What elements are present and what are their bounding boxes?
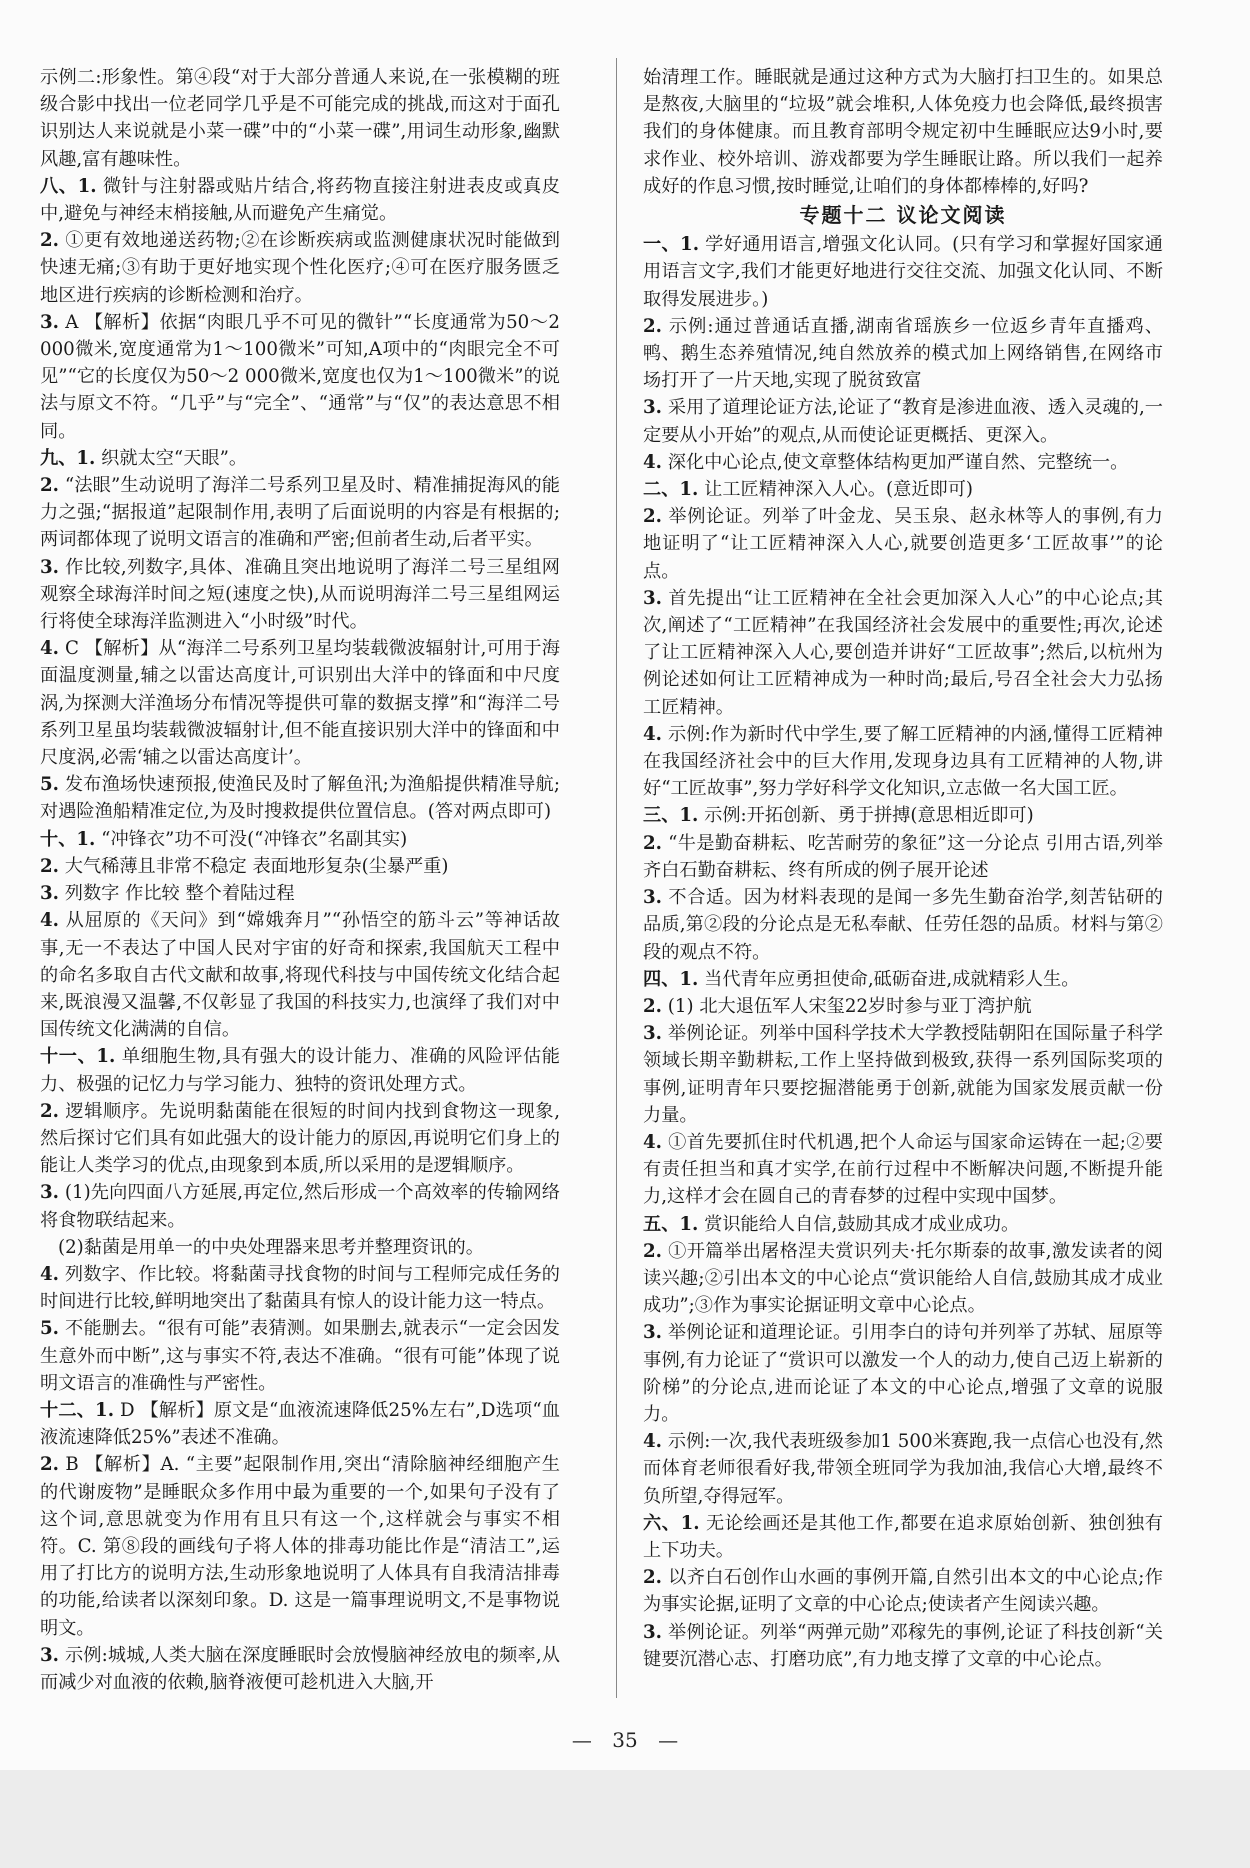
item-number: 4.	[40, 1263, 59, 1285]
item-number: 四、1.	[643, 968, 699, 990]
item-number: 3.	[40, 883, 59, 905]
item-number: 2.	[643, 315, 662, 337]
column-divider	[616, 58, 617, 1698]
item-number: 六、1.	[643, 1512, 700, 1534]
page-number: 35	[612, 1728, 638, 1752]
item-number: 4.	[643, 723, 662, 745]
answer-item: 3. 不合适。因为材料表现的是闻一多先生勤奋治学,刻苦钻研的品质,第②段的分论点是无私奉献、任劳任怨的品质。材料与第②段的观点不符。	[643, 887, 1163, 963]
item-number: 3.	[40, 556, 59, 578]
item-number: 2.	[40, 1454, 59, 1476]
answer-item: 2. 大气稀薄且非常不稳定 表面地形复杂(尘暴严重)	[40, 855, 449, 877]
item-number: 3.	[40, 1644, 59, 1666]
answer-item: 八、1. 微针与注射器或贴片结合,将药物直接注射进表皮或真皮中,避免与神经末梢接触,从而避免产生痛觉。	[40, 175, 560, 225]
item-number: 4.	[40, 638, 59, 660]
answer-item: 2. 以齐白石创作山水画的事例开篇,自然引出本文的中心论点;作为事实论据,证明了文章的中心论点;使读者产生阅读兴趣。	[643, 1567, 1163, 1616]
item-number: 2.	[40, 855, 59, 877]
item-number: 3.	[643, 1621, 662, 1643]
left-column	[40, 64, 560, 1696]
footer-dash-left: —	[571, 1728, 592, 1752]
answer-item: 一、1. 学好通用语言,增强文化认同。(只有学习和掌握好国家通用语言文字,我们才能更好地进行交往交流、加强文化认同、不断取得发展进步。)	[643, 234, 1163, 310]
answer-item: 4. 示例:作为新时代中学生,要了解工匠精神的内涵,懂得工匠精神在我国经济社会中的巨大作用,发现身边具有工匠精神的人物,讲好“工匠故事”,努力学好科学文化知识,立志做一名大国工匠。	[643, 723, 1163, 800]
item-number: 4.	[643, 1431, 662, 1453]
answer-item: 四、1. 当代青年应勇担使命,砥砺奋进,成就精彩人生。	[643, 968, 1080, 990]
answer-item: 2. ①更有效地递送药物;②在诊断疾病或监测健康状况时能做到快速无痛;③有助于更好地实现个性化医疗;④可在医疗服务匮乏地区进行疾病的诊断检测和治疗。	[40, 230, 560, 306]
item-number: 十、1.	[40, 828, 96, 850]
item-number: 3.	[643, 1322, 662, 1344]
answer-item: 二、1. 让工匠精神深入人心。(意近即可)	[643, 479, 973, 501]
item-number: 4.	[643, 451, 662, 473]
item-number: 5.	[40, 774, 59, 796]
footer-dash-right: —	[658, 1728, 679, 1752]
answer-item: 十一、1. 单细胞生物,具有强大的设计能力、准确的风险评估能力、极强的记忆力与学习能力、独特的资讯处理方式。	[40, 1046, 560, 1095]
answer-item: 3. 举例论证和道理论证。引用李白的诗句并列举了苏轼、屈原等事例,有力论证了“赏识可以激发一个人的动力,使自己迈上崭新的阶梯”的分论点,进而论证了本文的中心论点,增强了文章的说服力。	[643, 1322, 1163, 1425]
item-number: 八、1.	[40, 175, 97, 197]
answer-item: 2. B 【解析】A. “主要”起限制作用,突出“清除脑神经细胞产生的代谢废物”是睡眠众多作用中最为重要的一个,如果句子没有了这个词,意思就变为作用有且只有这一个,这样就会与事实不相符。C. 第⑧段的画线句子将人体的排毒功能比作是“清洁工”,运用了打比方的说明方法,生动形象地说明了人体具有自我清洁排毒的功能,给读者以深刻印象。D. 这是一篇事理说明文,不是事物说明文。	[40, 1454, 560, 1639]
answer-item: 5. 发布渔场快速预报,使渔民及时了解鱼汛;为渔船提供精准导航;对遇险渔船精准定位,为及时搜救提供位置信息。(答对两点即可)	[40, 774, 560, 823]
answer-item: 3. 列数字 作比较 整个着陆过程	[40, 883, 295, 905]
page-footer	[0, 1728, 1250, 1752]
answer-item: 4. ①首先要抓住时代机遇,把个人命运与国家命运铸在一起;②要有责任担当和真才实学,在前行过程中不断解决问题,不断提升能力,这样才会在圆自己的青春梦的过程中实现中国梦。	[643, 1131, 1163, 1208]
answer-item: 2. (1) 北大退伍军人宋玺22岁时参与亚丁湾护航	[643, 995, 1032, 1017]
answer-item: 十、1. “冲锋衣”功不可没(“冲锋衣”名副其实)	[40, 828, 408, 850]
item-number: 2.	[643, 832, 662, 854]
section-title: 专题十二 议论文阅读	[799, 203, 1007, 228]
item-number: 十一、1.	[40, 1046, 116, 1068]
answer-item: 3. (1)先向四面八方延展,再定位,然后形成一个高效率的传输网络将食物联结起来。	[40, 1182, 560, 1231]
answer-item: 4. C 【解析】从“海洋二号系列卫星均装载微波辐射计,可用于海面温度测量,辅之以雷达高度计,可识别出大洋中的锋面和中尺度涡,为探测大洋渔场分布情况等提供可靠的数据支撑”和“海洋二号系列卫星虽均装载微波辐射计,但不能直接识别大洋中的锋面和中尺度涡,必需‘辅之以雷达高度计’。	[40, 638, 560, 769]
item-number: 十二、1.	[40, 1399, 115, 1421]
answer-item: 3. 采用了道理论证方法,论证了“教育是渗进血液、透入灵魂的,一定要从小开始”的观点,从而使论证更概括、更深入。	[643, 397, 1163, 446]
answer-item: 2. 逻辑顺序。先说明黏菌能在很短的时间内找到食物这一现象,然后探讨它们具有如此强大的设计能力的原因,再说明它们身上的能让人类学习的优点,由现象到本质,所以采用的是逻辑顺序。	[40, 1100, 560, 1177]
item-number: 二、1.	[643, 479, 699, 501]
answer-item: 4. 示例:一次,我代表班级参加1 500米赛跑,我一点信心也没有,然而体育老师很看好我,带领全班同学为我加油,我信心大增,最终不负所望,夺得冠军。	[643, 1431, 1163, 1507]
answer-item: 三、1. 示例:开拓创新、勇于拼搏(意思相近即可)	[643, 805, 1034, 827]
answer-item: (2)黏菌是用单一的中央处理器来思考并整理资讯的。	[58, 1236, 484, 1258]
item-number: 2.	[40, 475, 59, 497]
item-number: 4.	[643, 1131, 662, 1153]
item-number: 2.	[643, 1240, 662, 1262]
answer-item: 3. 首先提出“让工匠精神在全社会更加深入人心”的中心论点;其次,阐述了“工匠精神”在我国经济社会发展中的重要性;再次,论述了让工匠精神深入人心,要创造并讲好“工匠故事”;然后,以杭州为例论述如何让工匠精神成为一种时尚;最后,号召全社会大力弘扬工匠精神。	[643, 587, 1163, 718]
answer-item: 五、1. 赏识能给人自信,鼓励其成才成业成功。	[643, 1213, 1020, 1235]
answer-item: 十二、1. D 【解析】原文是“血液流速降低25%左右”,D选项“血液流速降低25%”表述不准确。	[40, 1399, 560, 1449]
answer-item: 2. 示例:通过普通话直播,湖南省瑶族乡一位返乡青年直播鸡、鸭、鹅生态养殖情况,纯自然放养的模式加上网络销售,在网络市场打开了一片天地,实现了脱贫致富	[643, 315, 1163, 392]
answer-item: 2. “牛是勤奋耕耘、吃苦耐劳的象征”这一分论点 引用古语,列举齐白石勤奋耕耘、终有所成的例子展开论述	[643, 832, 1163, 881]
answer-item: 3. 作比较,列数字,具体、准确且突出地说明了海洋二号三星组网观察全球海洋时间之短(速度之快),从而说明海洋二号三星组网运行将使全球海洋监测进入“小时级”时代。	[40, 556, 560, 633]
answer-item: 4. 从屈原的《天问》到“嫦娥奔月”“孙悟空的筋斗云”等神话故事,无一不表达了中国人民对宇宙的好奇和探索,我国航天工程中的命名多取自古代文献和故事,将现代科技与中国传统文化结合起来,既浪漫又温馨,不仅彰显了我国的科技实力,也演绎了我们对中国传统文化满满的自信。	[40, 910, 560, 1041]
item-number: 五、1.	[643, 1213, 699, 1235]
answer-item: 2. “法眼”生动说明了海洋二号系列卫星及时、精准捕捉海风的能力之强;“据报道”起限制作用,表明了后面说明的内容是有根据的;两词都体现了说明文语言的准确和严密;但前者生动,后者平实。	[40, 475, 560, 551]
answer-item: 始清理工作。睡眠就是通过这种方式为大脑打扫卫生的。如果总是熬夜,大脑里的“垃圾”就会堆积,人体免疫力也会降低,最终损害我们的身体健康。而且教育部明令规定初中生睡眠应达9小时,要求作业、校外培训、游戏都要为学生睡眠让路。所以我们一起养成好的作息习惯,按时睡觉,让咱们的身体都棒棒的,好吗?	[643, 67, 1163, 197]
item-number: 4.	[40, 910, 59, 932]
bottom-band	[0, 1770, 1250, 1868]
answer-item: 示例二:形象性。第④段“对于大部分普通人来说,在一张模糊的班级合影中找出一位老同学几乎是不可能完成的挑战,而这对于面孔识别达人来说就是小菜一碟”中的“小菜一碟”,用词生动形象,幽默风趣,富有趣味性。	[40, 67, 560, 170]
item-number: 九、1.	[40, 447, 96, 469]
answer-item: 六、1. 无论绘画还是其他工作,都要在追求原始创新、独创独有上下功夫。	[643, 1512, 1163, 1561]
item-number: 3.	[643, 587, 662, 609]
answer-item: 3. A 【解析】依据“肉眼几乎不可见的微针”“长度通常为50～2 000微米,宽度通常为1～100微米”可知,A项中的“肉眼完全不可见”“它的长度仅为50～2 000微米,宽度也仅为1～100微米”的说法与原文不符。“几乎”与“完全”、“通常”与“仅”的表达意思不相同。	[40, 311, 560, 442]
item-number: 2.	[40, 230, 59, 252]
answer-item: 2. ①开篇举出屠格涅夫赏识列夫·托尔斯泰的故事,激发读者的阅读兴趣;②引出本文的中心论点“赏识能给人自信,鼓励其成才成业成功”;③作为事实论据证明文章中心论点。	[643, 1240, 1163, 1317]
answer-item: 4. 列数字、作比较。将黏菌寻找食物的时间与工程师完成任务的时间进行比较,鲜明地突出了黏菌具有惊人的设计能力这一特点。	[40, 1263, 560, 1313]
answer-item: 九、1. 织就太空“天眼”。	[40, 447, 248, 469]
item-number: 5.	[40, 1318, 59, 1340]
right-column	[643, 64, 1163, 1673]
item-number: 3.	[40, 311, 59, 333]
answer-item: 3. 举例论证。列举“两弹元勋”邓稼先的事例,论证了科技创新“关键要沉潜心志、打磨功底”,有力地支撑了文章的中心论点。	[643, 1621, 1163, 1670]
answer-item: 3. 举例论证。列举中国科学技术大学教授陆朝阳在国际量子科学领域长期辛勤耕耘,工作上坚持做到极致,获得一系列国际奖项的事例,证明青年只要挖掘潜能勇于创新,就能为国家发展贡献一份力量。	[643, 1023, 1163, 1126]
item-number: 一、1.	[643, 234, 700, 256]
item-number: 3.	[643, 1023, 662, 1045]
answer-item: 3. 示例:城城,人类大脑在深度睡眠时会放慢脑神经放电的频率,从而减少对血液的依赖,脑脊液便可趁机进入大脑,开	[40, 1644, 560, 1693]
item-number: 2.	[40, 1100, 59, 1122]
answer-item: 4. 深化中心论点,使文章整体结构更加严谨自然、完整统一。	[643, 451, 1129, 473]
item-number: 三、1.	[643, 805, 699, 827]
item-number: 2.	[643, 1567, 662, 1589]
answer-item: 2. 举例论证。列举了叶金龙、吴玉泉、赵永林等人的事例,有力地证明了“让工匠精神深入人心,就要创造更多‘工匠故事’”的论点。	[643, 506, 1163, 582]
item-number: 2.	[643, 995, 662, 1017]
item-number: 3.	[40, 1182, 59, 1204]
answer-item: 5. 不能删去。“很有可能”表猜测。如果删去,就表示“一定会因发生意外而中断”,这与事实不符,表达不准确。“很有可能”体现了说明文语言的准确性与严密性。	[40, 1318, 560, 1394]
item-number: 3.	[643, 887, 662, 909]
item-number: 2.	[643, 506, 662, 528]
item-number: 3.	[643, 397, 662, 419]
